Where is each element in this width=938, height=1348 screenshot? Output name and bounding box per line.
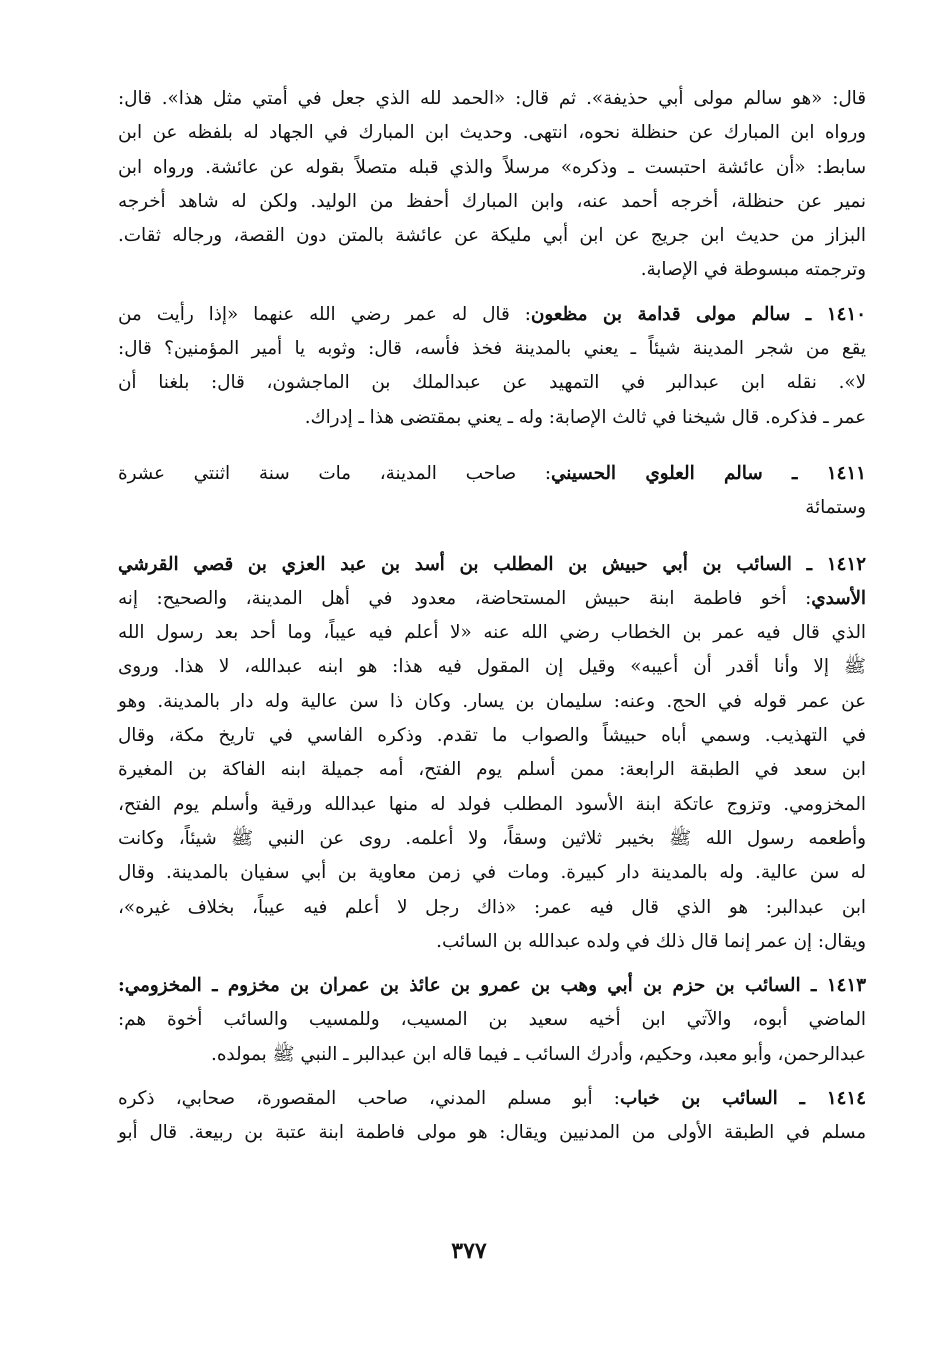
text-line: ﷺ إلا وأنا أقدر أن أعيبه» وقيل إن المقول فيه هذا: هو ابنه عبدالله، لا هذا. وروى (118, 656, 866, 678)
text-line: ابن عبدالبر: هو الذي قال فيه عمر: «ذاك رجل لا أعلم فيه عيباً، بخلاف غيره»، (118, 896, 866, 918)
entry-text: : صاحب المدينة، مات سنة اثنتي عشرة (118, 462, 551, 484)
entry-heading: ١٤١٤ ـ السائب بن خباب (619, 1088, 866, 1110)
entry-text: : أبو مسلم المدني، صاحب المقصورة، صحابي، ذكره (118, 1088, 620, 1110)
text-line: عن عمر قوله في الحج. وعنه: سليمان بن يسار. وكان ذا سن عالية وله دار بالمدينة. وهو (118, 690, 866, 712)
text-line: وترجمته مبسوطة في الإصابة. (640, 259, 866, 281)
paragraph-continuation (118, 82, 866, 288)
text-line (118, 298, 866, 332)
entry-heading: ١٤١٣ ـ السائب بن حزم بن أبي وهب بن عمرو بن عائذ بن عمران بن مخزوم ـ المخزومي: (118, 975, 866, 997)
entry-text: : قال له عمر رضي الله عنهما «إذا رأيت من (118, 303, 531, 325)
entry-heading: ١٤١٠ ـ سالم مولى قدامة بن مظعون (530, 303, 866, 325)
text-line (118, 582, 866, 616)
text-line: سابط: «أن عائشة احتبست ـ وذكره» مرسلاً والذي قبله متصلاً بقوله عن عائشة. ورواه ابن (118, 156, 866, 178)
entry-1413 (118, 969, 866, 1072)
page-body (118, 82, 866, 1151)
text-line: لا». نقله ابن عبدالبر في التمهيد عن عبدالملك بن الماجشون، قال: بلغنا أن (118, 372, 866, 394)
text-line: الذي قال فيه عمر بن الخطاب رضي الله عنه «لا أعلم فيه عيباً، وما أحد بعد رسول الله (118, 622, 866, 644)
text-line: عمر ـ فذكره. قال شيخنا في ثالث الإصابة: وله ـ يعني بمقتضى هذا ـ إدراك. (304, 406, 866, 428)
text-line: له سن عالية. وله بالمدينة دار كبيرة. ومات في زمن معاوية بن أبي سفيان بالمدينة. وقال (118, 862, 866, 884)
text-line: ويقال: إن عمر إنما قال ذلك في ولده عبدالله بن السائب. (436, 930, 866, 952)
text-line: الماضي أبوه، والآتي ابن أخيه سعيد بن المسيب، وللمسيب والسائب أخوة هم: (118, 1009, 866, 1031)
entry-heading: ١٤١٢ ـ السائب بن أبي حبيش بن المطلب بن أسد بن عبد العزي بن قصي القرشي (118, 553, 866, 575)
text-line: ابن سعد في الطبقة الرابعة: ممن أسلم يوم الفتح، أمه جميلة ابنه الفاكة بن المغيرة (118, 759, 866, 781)
text-line: وأطعمه رسول الله ﷺ بخيبر ثلاثين وسقاً، ولا أعلمه. روى عن النبي ﷺ شيئاً، وكانت (118, 827, 866, 849)
entry-heading: ١٤١١ ـ سالم العلوي الحسيني (550, 462, 866, 484)
text-line: ورواه ابن المبارك عن حنظلة نحوه، انتهى. وحديث ابن المبارك في الجهاد له بلفظه عن ابن (118, 122, 866, 144)
text-line (118, 1082, 866, 1116)
text-line: يقع من شجر المدينة شيئاً ـ يعني بالمدينة فخذ فأسه، قال: وثوبه يا أمير المؤمنين؟ قال: (118, 338, 866, 360)
text-line: عبدالرحمن، وأبو معبد، وحكيم، وأدرك السائب ـ فيما قاله ابن عبدالبر ـ النبي ﷺ بمولده. (211, 1043, 866, 1065)
text-line: نمير عن حنظلة، أخرجه أحمد عنه، وابن المبارك أحفظ من الوليد. ولكن له شاهد أخرجه (118, 190, 866, 212)
entry-1412 (118, 548, 866, 960)
entry-1410 (118, 298, 866, 435)
text-line: قال: «هو سالم مولى أبي حذيفة». ثم قال: «الحمد لله الذي جعل في أمتي مثل هذا». قال: (118, 88, 866, 109)
entry-text: : أخو فاطمة ابنة حبيش المستحاضة، معدود في أهل المدينة، والصحيح: إنه (118, 587, 812, 609)
text-line (118, 457, 866, 491)
entry-heading-continued: الأسدي (811, 587, 866, 609)
page-number: ٣٧٧ (451, 1238, 487, 1264)
text-line: وستمائة (805, 497, 866, 519)
text-line: مسلم في الطبقة الأولى من المدنيين ويقال: هو مولى فاطمة ابنة عتبة بن ربيعة. قال أبو (118, 1122, 866, 1144)
text-line: البزاز من حديث ابن جريج عن ابن أبي مليكة عن عائشة بالمتن دون القصة، ورجاله ثقات. (118, 225, 866, 247)
entry-heading-text: ١٤١٣ ـ السائب بن حزم بن أبي وهب بن عمرو بن عائذ بن عمران بن مخزوم ـ المخزومي (124, 975, 866, 997)
text-line: في التهذيب. وسمي أباه حبيشاً والصواب ما تقدم. وذكره الفاسي في تاريخ مكة، وقال (118, 725, 866, 747)
text-line: المخزومي. وتزوج عاتكة ابنة الأسود المطلب فولد له منها عبدالله ورقية وأسلم يوم الفتح، (118, 793, 866, 815)
entry-1411 (118, 457, 866, 526)
entry-1414 (118, 1082, 866, 1151)
